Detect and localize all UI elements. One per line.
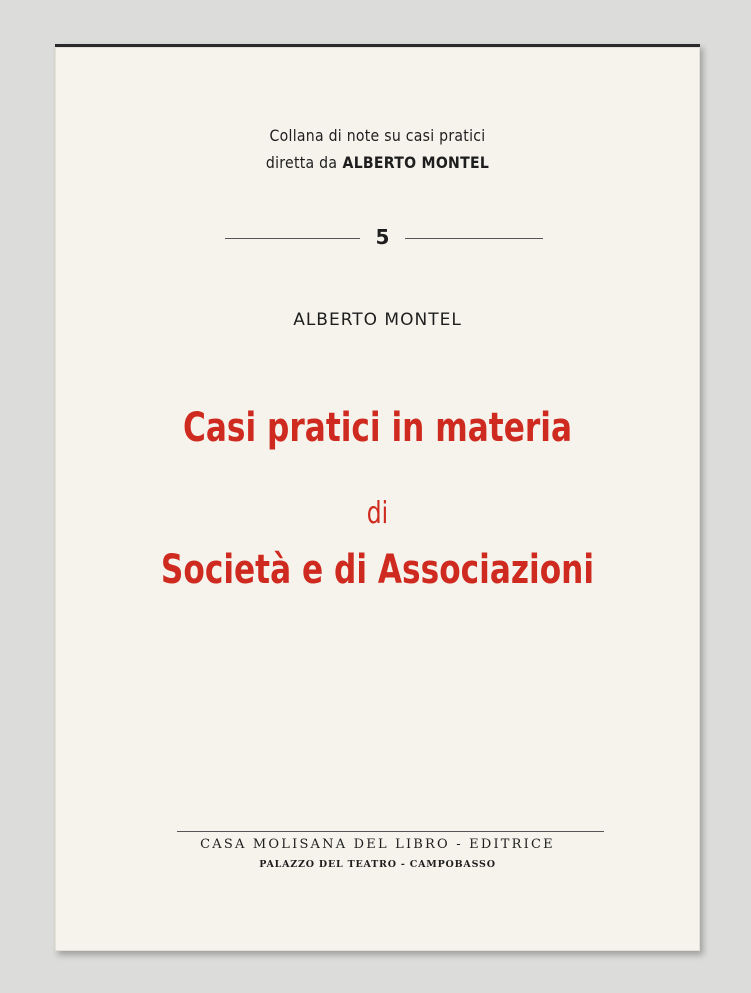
series-number: 5 xyxy=(375,225,390,249)
book-title-line-1: Casi pratici in materia xyxy=(182,405,573,451)
publisher-name: CASA MOLISANA DEL LIBRO - EDITRICE xyxy=(200,837,555,852)
series-number-row xyxy=(225,225,543,253)
book-cover xyxy=(55,44,700,951)
series-editor-name: ALBERTO MONTEL xyxy=(342,153,490,172)
divider-right xyxy=(405,238,543,239)
series-editor-prefix: diretta da xyxy=(265,153,338,172)
series-editor-line xyxy=(94,153,662,172)
publisher-divider xyxy=(177,831,604,832)
series-name: Collana di note su casi pratici xyxy=(269,126,486,145)
book-title-line-3: Società e di Associazioni xyxy=(160,547,595,593)
book-title-line-2: di xyxy=(366,496,389,531)
divider-left xyxy=(225,238,360,239)
author-name: ALBERTO MONTEL xyxy=(293,310,462,330)
publisher-address: PALAZZO DEL TEATRO - CAMPOBASSO xyxy=(259,859,496,870)
